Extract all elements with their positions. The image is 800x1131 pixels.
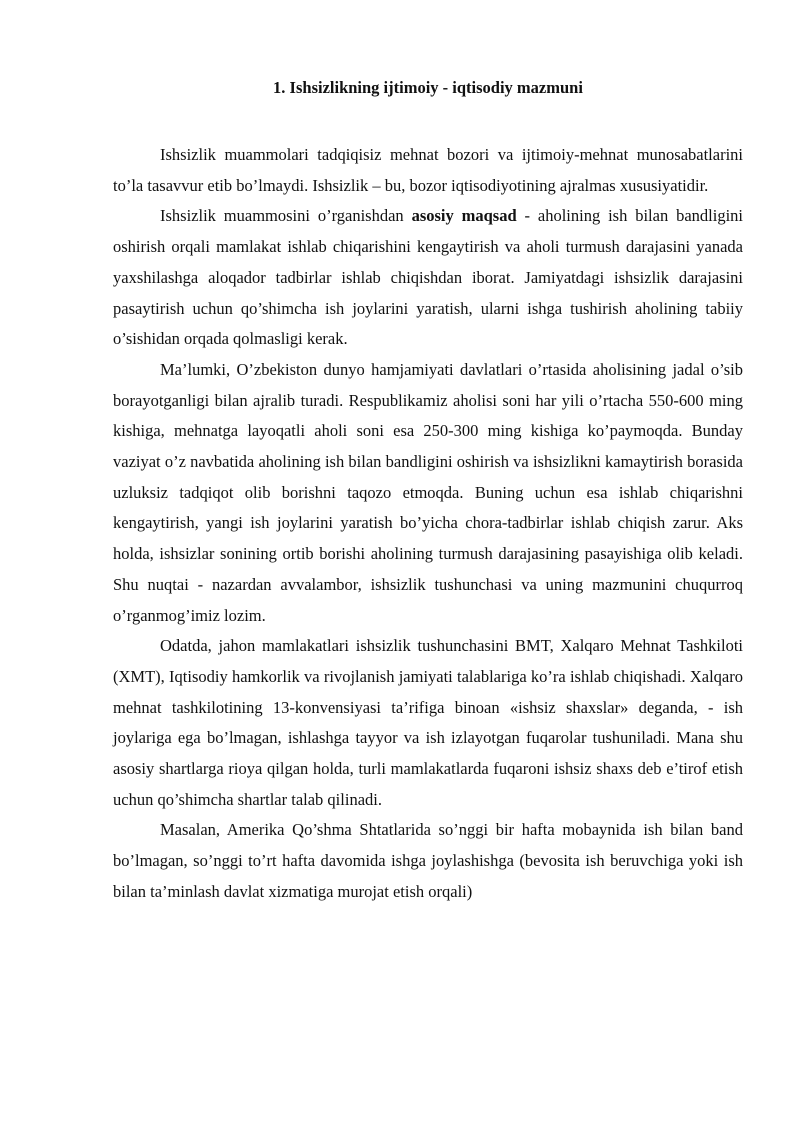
paragraph-2	[113, 201, 743, 355]
paragraph-4: Odatda, jahon mamlakatlari ishsizlik tushunchasini BMT, Xalqaro Mehnat Tashkiloti (XMT), Iqtisodiy hamkorlik va rivojlanish jamiyati talablariga ko’ra ishlab chiqishadi. Xalqaro mehnat tashkilotining 13-konvensiyasi ta’rifiga binoan «ishsiz shaxslar» deganda, - ish joylariga ega bo’lmagan, ishlashga tayyor va ish izlayotgan fuqarolar tushuniladi. Mana shu asosiy shartlarga rioya qilgan holda, turli mamlakatlarda fuqaroni ishsiz shaxs deb e’tirof etish uchun qo’shimcha shartlar talab qilinadi.	[113, 636, 743, 809]
emphasis-main-goal: asosiy maqsad	[411, 206, 517, 226]
paragraph-3: Ma’lumki, O’zbekiston dunyo hamjamiyati davlatlari o’rtasida aholisining jadal o’sib borayotganligi bilan ajralib turadi. Respublikamiz aholisi soni har yili o’rtacha 550-600 ming kishiga, mehnatga layoqatli aholi soni esa 250-300 ming kishiga ko’paymoqda. Bunday vaziyat o’z navbatida aholining ish bilan bandligini oshirish va ishsizlikni kamaytirish borasida uzluksiz tadqiqot olib borishni taqozo etmoqda. Buning uchun esa ishlab chiqarishni kengaytirish, yangi ish joylarini yaratish bo’yicha chora-tadbirlar ishlab chiqish zarur. Aks holda, ishsizlar sonining ortib borishi aholining turmush darajasining pasayishiga olib keladi. Shu nuqtai - nazardan avvalambor, ishsizlik tushunchasi va uning mazmunini chuqurroq o’rganmog’imiz lozim.	[113, 359, 743, 625]
paragraph-5: Masalan, Amerika Qo’shma Shtatlarida so’nggi bir hafta mobaynida ish bilan band bo’lmagan, so’nggi to’rt hafta davomida ishga joylashishga (bevosita ish beruvchiga yoki ish bilan ta’minlash davlat xizmatiga murojat etish orqali)	[113, 820, 743, 901]
paragraph-1: Ishsizlik muammolari tadqiqisiz mehnat bozori va ijtimoiy-mehnat munosabatlarini to’la tasavvur etib bo’lmaydi. Ishsizlik – bu, bozor iqtisodiyotining ajralmas xususiyatidir.	[113, 145, 743, 195]
paragraph-2-rest: - aholining ish bilan bandligini oshirish orqali mamlakat ishlab chiqarishini kengaytirish va aholi turmush darajasini yanada yaxshilashga aloqador tadbirlar ishlab chiqishdan iborat. Jamiyatdagi ishsizlik darajasini pasaytirish uchun qo’shimcha ish joylarini yaratish, ularni ishga tushirish aholining tabiiy o’sishidan orqada qolmasligi kerak.	[113, 206, 743, 349]
document-body	[113, 140, 743, 908]
paragraph-2-lead: Ishsizlik muammosini o’rganishdan	[160, 206, 412, 226]
document-title: 1. Ishsizlikning ijtimoiy - iqtisodiy mazmuni	[273, 78, 583, 97]
